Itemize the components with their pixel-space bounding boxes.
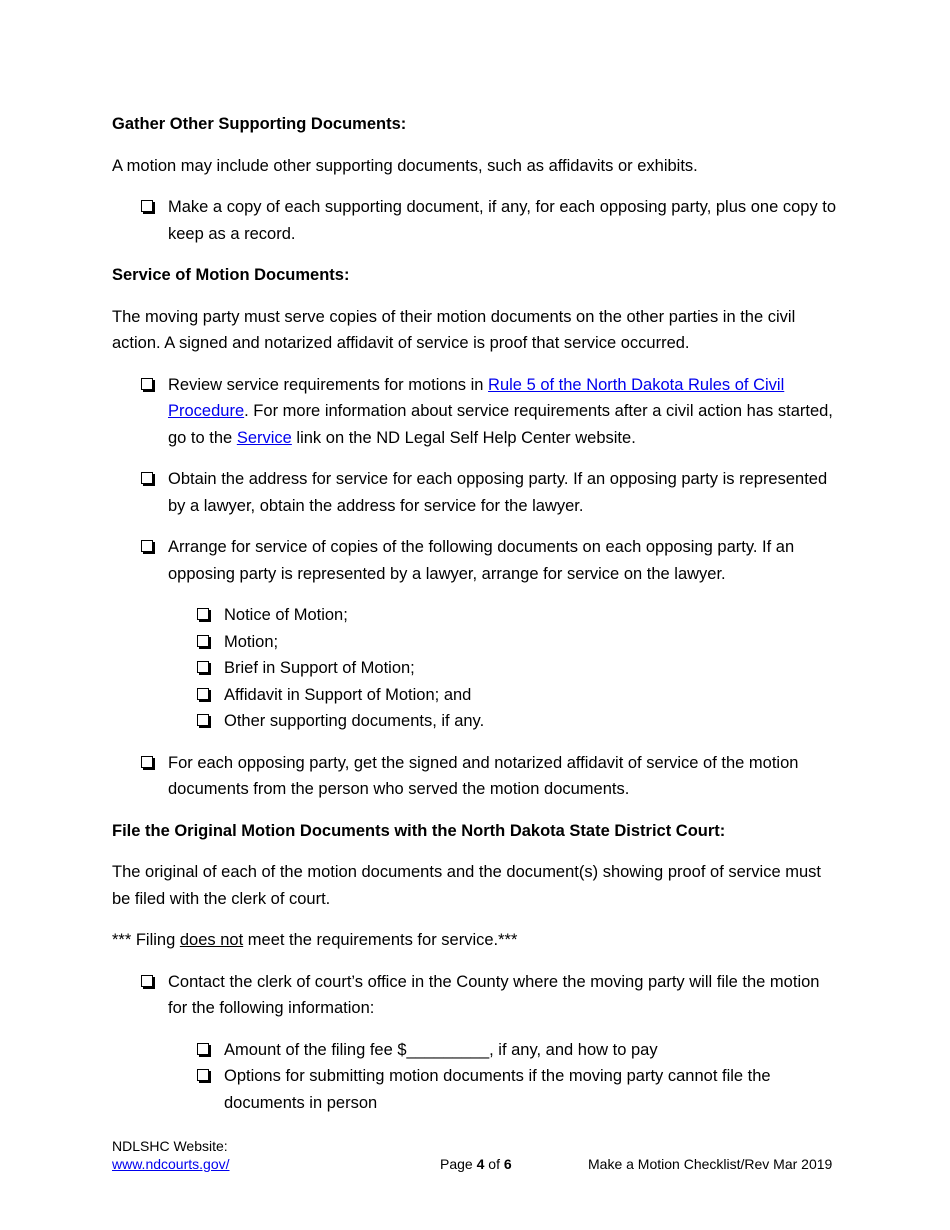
checklist-item [112, 969, 842, 1022]
checklist-subitem-text: Amount of the filing fee $_________, if any, and how to pay [224, 1040, 658, 1059]
footer-doc-title: Make a Motion Checklist/Rev Mar 2019 [588, 1156, 833, 1172]
supporting-heading: Gather Other Supporting Documents: [112, 115, 407, 133]
checkbox-icon[interactable] [141, 540, 153, 552]
footer-website-link[interactable]: www.ndcourts.gov/ [112, 1156, 230, 1172]
checklist-subitem [112, 602, 842, 629]
checkbox-icon[interactable] [197, 688, 209, 700]
checklist-subitem-text: Motion; [224, 632, 279, 651]
page-number: Page 4 of 6 [440, 1156, 512, 1172]
checkbox-icon[interactable] [197, 1069, 209, 1081]
checklist-item [112, 194, 842, 247]
checkbox-icon[interactable] [197, 661, 209, 673]
checkbox-icon[interactable] [197, 608, 209, 620]
checklist-subitem [112, 629, 842, 656]
checkbox-icon[interactable] [141, 756, 153, 768]
checkbox-icon[interactable] [141, 378, 153, 390]
checkbox-icon[interactable] [197, 714, 209, 726]
checklist-subitem [112, 1063, 842, 1116]
checkbox-icon[interactable] [141, 472, 153, 484]
checklist-item [112, 372, 842, 452]
checklist-item-text: Make a copy of each supporting document, if any, for each opposing party, plus one copy to keep as a record. [168, 198, 837, 243]
filing-heading: File the Original Motion Documents with the North Dakota State District Court: [112, 821, 726, 840]
checklist-subitem-text: Brief in Support of Motion; [224, 659, 415, 677]
service-link[interactable]: Service [236, 428, 292, 447]
checklist-subitem-text: Options for submitting motion documents if the moving party cannot file the documents in person [224, 1067, 771, 1112]
checklist-item-text: Contact the clerk of court’s office in the County where the moving party will file the motion for the following information: [168, 972, 820, 1017]
document-body [112, 111, 842, 1116]
checkbox-icon[interactable] [197, 1043, 209, 1055]
service-heading: Service of Motion Documents: [112, 266, 350, 284]
supporting-intro: A motion may include other supporting documents, such as affidavits or exhibits. [112, 156, 698, 175]
checklist-subitem [112, 682, 842, 709]
footer-website-label: NDLSHC Website: [112, 1138, 228, 1154]
checklist-item-text: Arrange for service of copies of the following documents on each opposing party. If an opposing party is represented by a lawyer, arrange for service on the lawyer. [168, 538, 795, 583]
footer-website [112, 1137, 230, 1173]
checklist-subitem [112, 1037, 842, 1064]
checklist-subitem [112, 655, 842, 682]
filing-note: *** Filing does not meet the requirements for service.*** [112, 931, 518, 949]
checklist-subitem [112, 708, 842, 735]
checklist-item-text: Review service requirements for motions in Rule 5 of the North Dakota Rules of Civil Procedure. For more information about service requirements after a civil action has started, go to the Service link on the ND Legal Self Help Center website. [168, 375, 833, 447]
checklist-subitem-text: Other supporting documents, if any. [224, 712, 485, 730]
checklist-item [112, 534, 842, 587]
checklist-item [112, 466, 842, 519]
checklist-item-text: For each opposing party, get the signed and notarized affidavit of service of the motion documents from the person who served the motion documents. [168, 753, 799, 798]
checklist-subitem-text: Affidavit in Support of Motion; and [224, 685, 472, 704]
checkbox-icon[interactable] [141, 200, 153, 212]
rule-5-link[interactable]: Rule 5 of the North Dakota Rules of Civil Procedure [168, 375, 785, 420]
checklist-subitem-text: Notice of Motion; [224, 606, 348, 624]
checklist-item-text: Obtain the address for service for each opposing party. If an opposing party is represented by a lawyer, obtain the address for service for the lawyer. [168, 470, 828, 515]
filing-intro: The original of each of the motion documents and the document(s) showing proof of service must be filed with the clerk of court. [112, 863, 821, 908]
checklist-item [112, 750, 842, 803]
checkbox-icon[interactable] [141, 975, 153, 987]
checkbox-icon[interactable] [197, 635, 209, 647]
service-intro: The moving party must serve copies of their motion documents on the other parties in the civil action. A signed and notarized affidavit of service is proof that service occurred. [112, 307, 796, 352]
